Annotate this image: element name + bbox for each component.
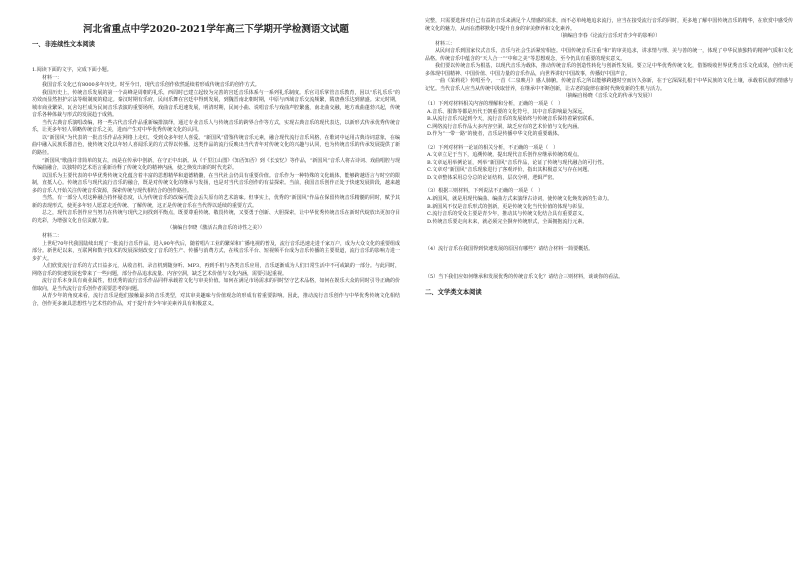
- material-1-paragraph: 当然，有一部分人对这种融合持怀疑态度，认为传统音乐的改编可能会丢失原有的艺术韵味。但事实上，优秀的“新国风”作品在保留传统音乐精髓的同时，赋予其新的表现形式，使更多年轻人愿意走近传统、了解传统，这正是传统音乐在当代得以延续的重要方式。: [32, 195, 400, 209]
- section-heading-2: 二、文学类文本阅读: [425, 289, 482, 297]
- material-3-paragraph: 一曲《茉莉花》传唱至今，一首《二泉映月》感人肺腑。传统音乐之所以能够跨越时空而历久弥新，在于它深深扎根于中华民族的文化土壤，承载着民族的情感与记忆。当代音乐人应当从传统中汲取营养，在继承中不断创新，让古老的旋律在新时代焕发新的生机与活力。: [425, 78, 793, 92]
- material-2-label: 材料二：: [42, 233, 63, 240]
- question-3-option-b: B.新国风不仅是音乐形式的创新，更是传统文化当代价值的体现与彰显。: [427, 203, 588, 210]
- material-2-source: （摘编自李春《论流行音乐对青少年的影响》）: [557, 33, 661, 40]
- question-2-option-d: D.文章整体采用总分总的论证结构，层次分明，逻辑严密。: [427, 174, 558, 181]
- material-1-paragraph: 我国音乐文化已有8000多年历史。时至今日，现代音乐创作依然延续着形成传统音乐的创作方式。: [42, 82, 260, 89]
- question-3: （3）根据三则材料，下列说法不正确的一项是（ ）: [425, 188, 544, 195]
- section-heading-1: 一、非连续性文本阅读: [32, 41, 95, 48]
- question-2: （2）下列对材料一论证的相关分析，不正确的一项是（ ）: [425, 144, 559, 151]
- material-2-paragraph: 从青少年的角度来看，流行音乐是他们接触最多的音乐类型，对其审美趣味与价值观念的形成有着重要影响。因此，推动流行音乐创作与中华优秀传统文化相结合，创作更多兼具思想性与艺术性的作品，对于提升青少年审美素养具有积极意义。: [32, 293, 400, 307]
- material-1-label: 材料一：: [42, 74, 63, 81]
- question-1: （1）下列对材料相关内容的理解和分析，正确的一项是（ ）: [425, 101, 564, 108]
- material-1-paragraph: “新国风”歌曲并非简单的复古，而是在传承中创新，在守正中出新。从《千里江山图》《知否知否》到《长安忆》等作品，“新国风”音乐人将古诗词、戏曲唱腔与现代编曲融合，以独特的艺术语言重新诠释了传统文化的精神内涵，使之焕发出新的时代光彩。: [32, 157, 400, 172]
- material-1-paragraph: 当代古典音乐演唱改编，将一些古代音乐作品重新编排演绎，通过专业音乐人与传统音乐的跨界合作等方式，实现古典音乐的现代表达，以新形式传承优秀传统音乐，让更多年轻人领略传统音乐之美，进而产生对中华优秀传统文化的认同。: [32, 119, 400, 134]
- question-5: （5）当下我们应如何继承和发展优秀的传统音乐文化？请结合三则材料，谈谈你的看法。: [425, 273, 624, 280]
- question-1-option-b: B.从流行音乐兴起到今天，流行音乐的发展始终与传统音乐保持着紧密联系。: [427, 116, 598, 123]
- material-3-source: （摘编自杨晓《音乐文化的传承与发展》）: [562, 93, 656, 100]
- question-2-option-c: C.文章对“新国风”音乐现象进行了客观评价，指出其积极意义与存在问题。: [427, 167, 593, 174]
- material-1-paragraph: 以“新国风”为代表的一批音乐作品在网络上走红，受到众多年轻人喜爱。“新国风”借鉴传统音乐元素，融合现代流行音乐风格，在歌词中运用古典诗词意象，在编曲中融入民族乐器音色，使传统文化以年轻人喜闻乐见的方式得以传播。这类作品的流行反映出当代青年对传统文化的兴趣与认同，也为传统音乐的传承发展提供了新的路径。: [32, 134, 400, 157]
- material-1-source: （摘编自李晓《激活古典音乐的诗性之美》）: [167, 225, 265, 232]
- question-4: （4）流行音乐在我国得到快速发展的原因有哪些？请结合材料一简要概括。: [425, 246, 594, 253]
- question-1-option-c: C.网络流行音乐作品大多内容空洞，缺乏应有的艺术价值与文化内涵。: [427, 123, 583, 130]
- question-1-option-a: A.音乐、服饰等都是历代王朝重要的文化符号，其中音乐影响最为深远。: [427, 108, 588, 115]
- left-column: [32, 22, 400, 309]
- material-1-paragraph: 总之，现代音乐创作应当努力在传统与现代之间找到平衡点，既要尊重传统、敬畏传统，又要勇于创新、大胆探索，让中华优秀传统音乐在新时代绽放出更加夺目的光彩，为增强文化自信贡献力量。: [32, 210, 400, 224]
- question-1-option-d: D.作为“一带一路”的使者，音乐是传播中华文化的重要载体。: [427, 131, 563, 138]
- material-2-paragraph: 人们欣赏流行音乐的方式日益多元，从收音机、录音机到随身听、MP3，再到手机与各类音乐应用，音乐逐渐成为人们日常生活中不可或缺的一部分。与此同时，网络音乐的快速发展也带来了一些问题，部分作品追求流量、内容空洞，缺乏艺术价值与文化内涵，需要引起重视。: [32, 263, 400, 277]
- material-2-paragraph: 上世纪70年代我国陆续出现了一批流行音乐作品。进入90年代后，随着唱片工业的繁荣和广播电视的普及，流行音乐迅速走进千家万户，成为大众文化的重要组成部分。新世纪以来，互联网和数字技术的发展深刻改变了音乐的生产、传播与消费方式，在线音乐平台、短视频平台成为音乐传播的主要渠道，流行音乐的影响力进一步扩大。: [32, 240, 400, 262]
- material-3-paragraph: 从民间音乐到国家仪式音乐，音乐与社会生活紧密相连。中国传统音乐注重“和”的审美追求，讲求情与理、美与善的统一，体现了中华民族独特的精神气质和文化品格。传统音乐中蕴含的“天人合一”“中和之美”等思想观念，至今仍具有重要的现实意义。: [425, 48, 793, 62]
- question-2-option-b: B.文章运用举例论证，列举“新国风”音乐作品，论证了传统与现代融合的可行性。: [427, 159, 608, 166]
- material-1-paragraph: 我国历史上，传统音乐发展的第一个高峰是周朝的礼乐，西周时已建立起较为完善的宫廷音乐体系与一系列礼乐制度。乐官司乐掌管音乐教育，因以“乐礼乐乐”的功效而显然担护宗法等级制度的稳定。秦汉时期有乐府，民间乐舞在宫廷中得到发展，到魏晋南北朝时期，中原与西域音乐交流频繁，隋唐燕乐达到鼎盛。宋元时期，城市商业繁荣，瓦舍勾栏成为民间音乐表演的重要场所，戏曲音乐迅速发展，明清时期，民间小曲、说唱音乐与戏曲声腔繁盛，南北曲交融，地方戏曲蓬勃兴起，传统音乐各种体裁与形式的发展趋于成熟。: [32, 89, 400, 119]
- right-column: [425, 18, 793, 303]
- material-3-paragraph: 我们要以传统音乐为根基，以现代音乐为载体，推动传统音乐的创造性转化与创新性发展。要立足中华优秀传统文化，借鉴吸收世界优秀音乐文化成果，创作出更多体现中国精神、中国价值、中国力量的音乐作品，向世界讲好中国故事，传播好中国声音。: [425, 63, 793, 77]
- question-3-option-a: A.新国风，就是用现代编曲、编曲方式来演绎古诗词，使传统文化焕发新的生命力。: [427, 196, 613, 203]
- question-3-option-d: D.传统音乐要走向未来，就必须完全摒弃传统形式，全面拥抱流行元素。: [427, 218, 588, 225]
- material-2-paragraph: 流行音乐本身具有商业属性，但优秀的流行音乐作品同样承载着文化与审美价值。如何在满足市场需求的同时坚守艺术品格，如何在娱乐大众的同时引导正确的价值取向，是当代流行音乐创作者需要思考的问题。: [32, 278, 400, 292]
- material-3-label: 材料三：: [435, 40, 456, 47]
- material-1-paragraph: 以国乐为主要代表的中华优秀传统文化蕴含着丰富的思想精华和道德精髓，在当代社会仍具有重要价值。音乐作为一种特殊的文化载体，能够跨越语言与时空的限制，直抵人心。传统音乐与现代流行音乐的融合，既是对传统文化的继承与发扬，也是对当代音乐创作的有益探索。当前，我国音乐创作正处于快速发展阶段，越来越多的音乐人开始关注传统音乐资源，探索传统与现代相结合的创作路径。: [32, 172, 400, 194]
- material-2-continued: 完整，只需要选择对自己有益的音乐来满足个人情感的需求，而不必单纯地追求流行，应当在接受流行音乐的同时，更多地了解中国传统音乐的精华，在欣赏中感受传统文化的魅力，从而在潜移默化中提升自身的审美修养和文化素养。: [425, 18, 793, 32]
- question-3-option-c: C.流行音乐的受众主要是青少年，推动其与传统文化结合具有重要意义。: [427, 211, 588, 218]
- question-intro: 1.阅读下面的文字，完成下面小题。: [32, 67, 112, 73]
- exam-title: 河北省重点中学2020-2021学年高三下学期开学检测语文试题: [83, 24, 349, 35]
- question-2-option-a: A.文章立足于当下，追溯传统，提出现代音乐创作应继承传统的观点。: [427, 152, 583, 159]
